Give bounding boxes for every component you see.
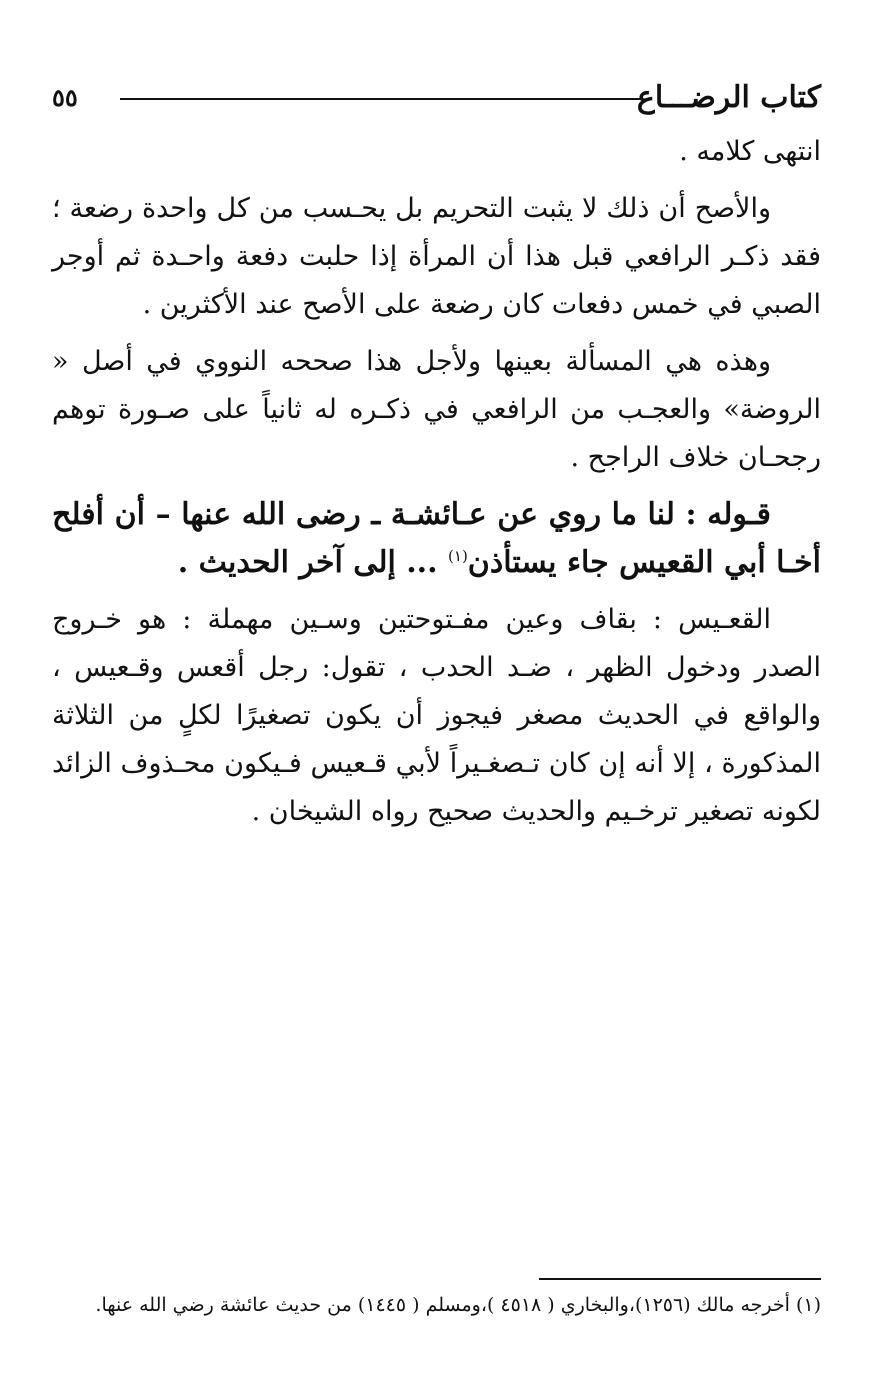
paragraph-correct-view: والأصح أن ذلك لا يثبت التحريم بل يحـسب من كل واحدة رضعة ؛ فقد ذكـر الرافعي قبل هذا أن المرأة إذا حلبت دفعة واحـدة ثم أوجر الصبي في خمس دفعات كان رضعة على الأصح عند الأكثرين .: [52, 193, 821, 320]
quoted-hadith-ending: ... إلى آخر الحديث .: [177, 545, 449, 580]
quoted-hadith: [52, 491, 821, 587]
footnote: (١) أخرجه مالك (١٢٥٦)،والبخاري ( ٤٥١٨ )،ومسلم ( ١٤٤٥) من حديث عائشة رضي الله عنها.: [95, 1294, 821, 1316]
running-title: كتاب الرضـــاع: [636, 80, 821, 115]
footnote-reference[interactable]: (١): [448, 547, 468, 565]
paragraph-rawda: وهذه هي المسألة بعينها ولأجل هذا صححه النووي في أصل « الروضة» والعجـب من الرافعي في ذكـره له ثانياً على صـورة توهم رجحـان خلاف الراجح .: [52, 346, 821, 473]
quoted-hadith-text: قـوله : لنا ما روي عن عـائشـة ـ رضى الله عنها – أن أفلح أخـا أبي القعيس جاء يستأذن: [52, 497, 821, 580]
page-content: [52, 128, 821, 836]
page-header: [52, 72, 821, 124]
paragraph-explanation: القعـيس : بقاف وعين مفـتوحتين وسـين مهملة : هو خـروج الصدر ودخول الظهر ، ضـد الحدب ، تقول: رجل أقعس وقـعيس ، والواقع في الحديث مصغر فيجوز أن يكون تصغيرًا لكلٍ من الثلاثة المذكورة ، إلا أنه إن كان تـصغـيراً لأبي قـعيس فـيكون محـذوف الزائد لكونه تصغير ترخـيم والحديث صحيح رواه الشيخان .: [52, 604, 821, 827]
footnote-rule: [539, 1278, 821, 1280]
page-number: ٥٥: [52, 83, 78, 112]
paragraph-end-quote: انتهى كلامه .: [679, 136, 821, 167]
header-rule: [120, 98, 643, 100]
